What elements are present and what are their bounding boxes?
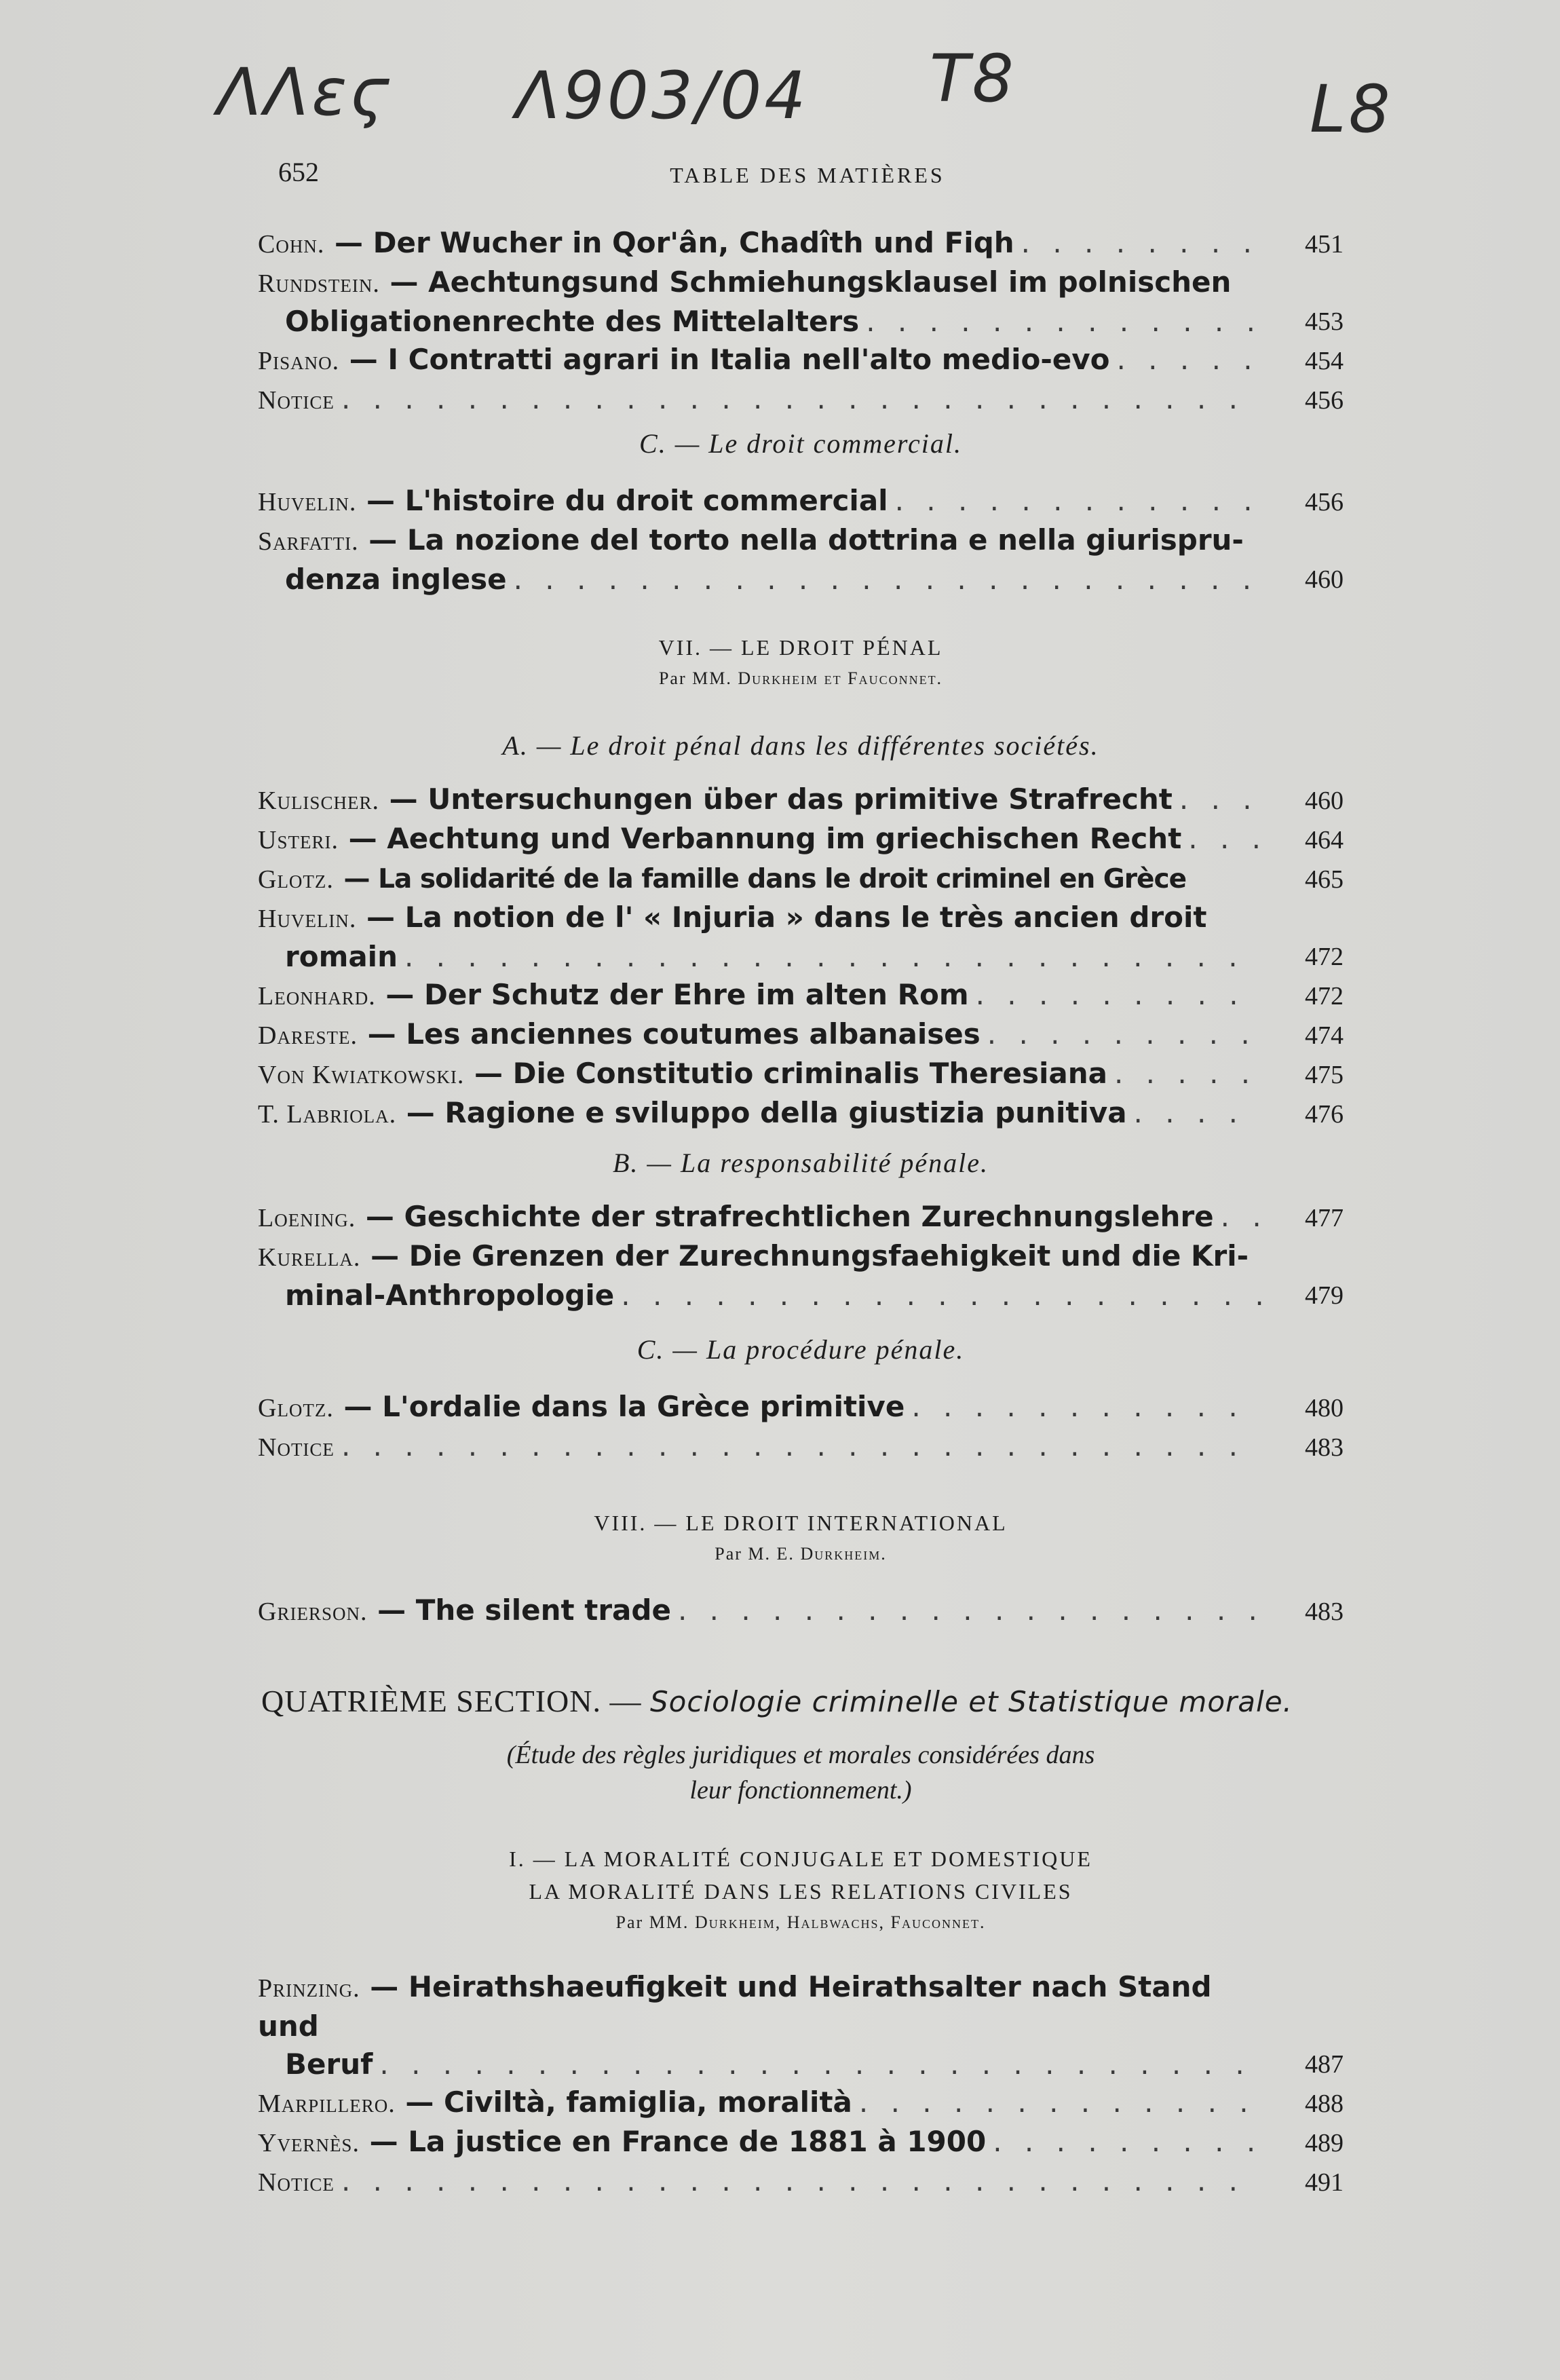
- entry-author: Kulischer.: [258, 787, 379, 815]
- entry-title-continued: romain: [285, 940, 398, 973]
- entry-title: — Der Wucher in Qor'ân, Chadîth und Fiqh: [334, 226, 1014, 259]
- entry-title: — Aechtung und Verbannung im griechischen Recht: [348, 822, 1182, 855]
- subsection-heading: B. — La responsabilité pénale.: [612, 1148, 989, 1178]
- running-title: TABLE DES MATIÈRES: [670, 163, 945, 187]
- entry-author: Yvernès.: [258, 2129, 360, 2157]
- toc-entry: [258, 341, 1344, 380]
- entry-page: 456: [1305, 488, 1344, 516]
- entry-title: — Die Constitutio criminalis Theresiana: [474, 1057, 1107, 1090]
- toc-entry: [258, 780, 1344, 820]
- entry-page: 465: [1305, 865, 1344, 894]
- entry-author: Kurella.: [258, 1243, 361, 1272]
- section-heading: VIII. — LE DROIT INTERNATIONAL: [594, 1511, 1008, 1535]
- entry-page: 488: [1305, 2090, 1344, 2118]
- page-number: 652: [278, 157, 319, 187]
- entry-author: Rundstein.: [258, 269, 380, 298]
- entry-author: Leonhard.: [258, 982, 376, 1010]
- entry-title-continued: Obligationenrechte des Mittelalters: [285, 305, 860, 338]
- section-authors: Par M. E. Durkheim.: [715, 1544, 887, 1564]
- entry-title-continued: denza inglese: [285, 563, 507, 596]
- toc-entry: [258, 482, 1344, 521]
- entry-author: Notice: [258, 386, 335, 415]
- entry-title: — La solidarité de la famille dans le droit criminel en Grèce: [343, 864, 1187, 894]
- entry-title: — L'ordalie dans la Grèce primitive: [343, 1390, 905, 1423]
- toc-entry: [258, 2162, 1344, 2202]
- entry-page: 489: [1305, 2129, 1344, 2157]
- entry-author: Glotz.: [258, 865, 334, 894]
- toc-entry: [258, 1015, 1344, 1055]
- toc-entry: [258, 820, 1344, 859]
- toc-block-international: [258, 1591, 1344, 1631]
- entry-page: 487: [1305, 2050, 1344, 2079]
- entry-author: Prinzing.: [258, 1974, 360, 2003]
- entry-author: Huvelin.: [258, 488, 357, 516]
- subsection-heading: C. — La procédure pénale.: [636, 1334, 965, 1365]
- entry-author: Usteri.: [258, 826, 339, 854]
- toc-entry: [258, 859, 1344, 899]
- section-heading: VII. — LE DROIT PÉNAL: [658, 635, 943, 660]
- toc-entry: [258, 899, 1344, 976]
- entry-author: T. Labriola.: [258, 1100, 397, 1129]
- toc-block-top: [258, 224, 1344, 419]
- subsection-heading: C. — Le droit commercial.: [639, 428, 962, 459]
- entry-page: 472: [1305, 943, 1344, 971]
- entry-page: 483: [1305, 1433, 1344, 1462]
- entry-title: — La justice en France de 1881 à 1900: [369, 2125, 987, 2158]
- entry-page: 475: [1305, 1061, 1344, 1089]
- section-intro: leur fonctionnement.): [689, 1776, 912, 1805]
- entry-title: — Untersuchungen über das primitive Strafrecht: [389, 782, 1173, 816]
- entry-page: 480: [1305, 1394, 1344, 1422]
- toc-entry: [258, 1055, 1344, 1094]
- toc-entry: [258, 1198, 1344, 1237]
- subsection-heading: A. — Le droit pénal dans les différentes sociétés.: [502, 730, 1099, 761]
- toc-entry: [258, 380, 1344, 419]
- handwritten-mark: T8: [930, 41, 1016, 117]
- toc-entry: [258, 263, 1344, 341]
- toc-entry: [258, 2083, 1344, 2123]
- entry-page: 477: [1305, 1204, 1344, 1232]
- entry-author: Pisano.: [258, 347, 340, 375]
- entry-page: 464: [1305, 826, 1344, 854]
- entry-page: 474: [1305, 1021, 1344, 1050]
- section-main-heading: QUATRIÈME SECTION. — Sociologie criminelle et Statistique morale.: [261, 1684, 1293, 1718]
- entry-author: Dareste.: [258, 1021, 358, 1050]
- handwritten-mark: ΛΛεϛ: [217, 54, 391, 130]
- toc-entry: [258, 1427, 1344, 1467]
- entry-page: 451: [1305, 230, 1344, 259]
- entry-title: — Geschichte der strafrechtlichen Zurechnungslehre: [365, 1200, 1214, 1233]
- section-authors: Par MM. Durkheim et Fauconnet.: [658, 668, 943, 688]
- toc-entry: [258, 1094, 1344, 1133]
- entry-author: Loening.: [258, 1204, 356, 1232]
- entry-page: 491: [1305, 2168, 1344, 2197]
- entry-title-continued: minal-Anthropologie: [285, 1279, 615, 1312]
- entry-page: 456: [1305, 386, 1344, 415]
- running-head: [278, 156, 1337, 197]
- entry-author: Notice: [258, 2168, 335, 2197]
- handwritten-mark: Λ903/04: [516, 58, 809, 134]
- entry-page: 483: [1305, 1598, 1344, 1626]
- entry-title: — Der Schutz der Ehre im alten Rom: [385, 978, 969, 1011]
- entry-title: — La notion de l' « Injuria » dans le très ancien droit: [366, 901, 1207, 934]
- entry-page: 479: [1305, 1281, 1344, 1310]
- section-intro: (Étude des règles juridiques et morales considérées dans: [506, 1741, 1095, 1769]
- toc-entry: [258, 521, 1344, 599]
- entry-page: 460: [1305, 787, 1344, 815]
- toc-entry: [258, 2123, 1344, 2162]
- toc-entry: [258, 1968, 1344, 2083]
- toc-block-penal-c: [258, 1388, 1344, 1467]
- toc-entry: [258, 1591, 1344, 1631]
- entry-title: — Ragione e sviluppo della giustizia punitiva: [406, 1096, 1127, 1129]
- entry-title: — Heirathshaeufigkeit und Heirathsalter nach Stand und: [258, 1970, 1212, 2043]
- toc-entry: [258, 1237, 1344, 1315]
- entry-title: — I Contratti agrari in Italia nell'alto medio-evo: [349, 343, 1110, 376]
- entry-author: Cohn.: [258, 230, 325, 259]
- toc-entry: [258, 976, 1344, 1015]
- entry-title: — L'histoire du droit commercial: [366, 484, 888, 517]
- entry-page: 453: [1305, 307, 1344, 336]
- entry-page: 472: [1305, 982, 1344, 1010]
- entry-author: Huvelin.: [258, 905, 357, 933]
- toc-block-penal-b: [258, 1198, 1344, 1315]
- toc-block-moralite: [258, 1968, 1344, 2202]
- entry-title: — Civiltà, famiglia, moralità: [405, 2085, 852, 2119]
- entry-author: Grierson.: [258, 1598, 368, 1626]
- entry-title: — La nozione del torto nella dottrina e nella giurispru-: [368, 523, 1244, 556]
- entry-title-continued: Beruf: [285, 2047, 373, 2081]
- entry-author: Von Kwiatkowski.: [258, 1061, 465, 1089]
- entry-author: Marpillero.: [258, 2090, 396, 2118]
- entry-title: — Die Grenzen der Zurechnungsfaehigkeit und die Kri-: [370, 1239, 1249, 1272]
- entry-page: 476: [1305, 1100, 1344, 1129]
- entry-page: 460: [1305, 565, 1344, 594]
- toc-block-penal-a: [258, 780, 1344, 1133]
- handwritten-mark: L8: [1310, 71, 1393, 147]
- entry-page: 454: [1305, 347, 1344, 375]
- toc-entry: [258, 1388, 1344, 1427]
- entry-title: — Les anciennes coutumes albanaises: [367, 1017, 981, 1051]
- entry-title: — The silent trade: [377, 1593, 671, 1627]
- section-heading: LA MORALITÉ DANS LES RELATIONS CIVILES: [529, 1879, 1073, 1904]
- toc-block-commercial: [258, 482, 1344, 599]
- entry-author: Sarfatti.: [258, 527, 359, 556]
- entry-title: — Aechtungsund Schmiehungsklausel im polnischen: [389, 265, 1232, 299]
- toc-entry: [258, 224, 1344, 263]
- entry-author: Glotz.: [258, 1394, 334, 1422]
- section-heading: I. — LA MORALITÉ CONJUGALE ET DOMESTIQUE: [509, 1847, 1092, 1871]
- section-authors: Par MM. Durkheim, Halbwachs, Fauconnet.: [615, 1912, 986, 1932]
- entry-author: Notice: [258, 1433, 335, 1462]
